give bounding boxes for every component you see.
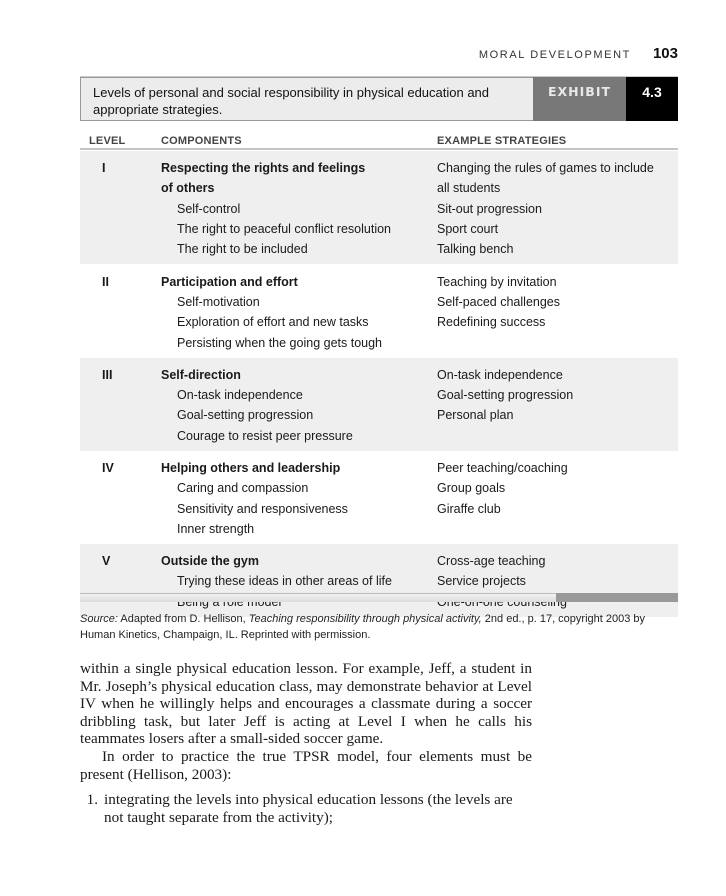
component: Self-control bbox=[177, 201, 241, 216]
level-block-2 bbox=[80, 264, 678, 357]
running-head bbox=[479, 45, 678, 62]
component: Self-motivation bbox=[177, 294, 260, 309]
level-block-4 bbox=[80, 451, 678, 544]
list-item bbox=[80, 791, 532, 826]
component: Exploration of effort and new tasks bbox=[177, 315, 369, 330]
strategy: Sport court bbox=[437, 222, 499, 237]
list-text: integrating the levels into physical education lessons (the levels are not taught separate from the activity); bbox=[104, 791, 513, 826]
level-block-3 bbox=[80, 358, 678, 451]
body-text bbox=[80, 660, 532, 826]
exhibit-number: 4.3 bbox=[626, 77, 678, 121]
table-row bbox=[80, 365, 678, 385]
strategy: Personal plan bbox=[437, 408, 514, 423]
level-title: Helping others and leadership bbox=[161, 461, 341, 475]
table-row bbox=[80, 405, 678, 425]
strategy: Self-paced challenges bbox=[437, 294, 560, 309]
table-row bbox=[80, 239, 678, 259]
table-row bbox=[80, 312, 678, 332]
level-numeral: I bbox=[102, 161, 106, 176]
table-row bbox=[80, 519, 678, 539]
running-head-title: MORAL DEVELOPMENT bbox=[478, 49, 631, 61]
table-row bbox=[80, 199, 678, 219]
page-number: 103 bbox=[652, 45, 678, 62]
table-row bbox=[80, 332, 678, 352]
header-level: LEVEL bbox=[89, 135, 126, 147]
component: On-task independence bbox=[177, 388, 303, 403]
component: Courage to resist peer pressure bbox=[177, 428, 353, 443]
bottom-rule-dark bbox=[556, 593, 678, 602]
table-row bbox=[80, 178, 678, 198]
table-row bbox=[80, 498, 678, 518]
table-row bbox=[80, 219, 678, 239]
header-components: COMPONENTS bbox=[161, 135, 242, 147]
strategy: Peer teaching/coaching bbox=[437, 461, 568, 475]
strategy: all students bbox=[437, 181, 501, 196]
source-label: Source: bbox=[80, 613, 118, 625]
strategy: Teaching by invitation bbox=[437, 274, 557, 289]
strategy: Sit-out progression bbox=[437, 201, 542, 216]
table-header bbox=[80, 133, 678, 150]
table-row bbox=[80, 458, 678, 478]
strategy: Talking bench bbox=[437, 242, 514, 257]
exhibit-label: EXHIBIT bbox=[533, 77, 626, 121]
table-row bbox=[80, 292, 678, 312]
component: Sensitivity and responsiveness bbox=[177, 501, 348, 516]
body-paragraph-2: In order to practice the true TPSR model, four elements must be present (Hellison, 2003): bbox=[80, 747, 532, 783]
source-note bbox=[80, 611, 678, 643]
level-numeral: III bbox=[102, 367, 113, 382]
strategy: Redefining success bbox=[437, 315, 546, 330]
level-title: Self-direction bbox=[161, 367, 241, 382]
level-block-5 bbox=[80, 544, 678, 617]
body-paragraph-1: within a single physical education lesson. For example, Jeff, a student in Mr. Joseph’s physical education class, may demonstrate behavior at Level IV when he willingly helps and encourages a classmate during a soccer dribbling task, but later Jeff is acting at Level I when he calls his teammates losers after a small-sided soccer game. bbox=[80, 660, 532, 748]
exhibit-header bbox=[80, 76, 678, 121]
strategy: Cross-age teaching bbox=[437, 554, 546, 569]
source-text-after: 2nd ed., p. 17, copyright 2003 by Human Kinetics, Champaign, IL. Reprinted with permission. bbox=[80, 613, 646, 641]
strategy: Goal-setting progression bbox=[437, 388, 574, 403]
level-numeral: IV bbox=[102, 461, 114, 475]
table-row bbox=[80, 158, 678, 178]
level-block-1 bbox=[80, 151, 678, 264]
component: Trying these ideas in other areas of life bbox=[177, 574, 392, 589]
level-numeral: V bbox=[102, 554, 111, 569]
strategy: Group goals bbox=[437, 481, 506, 496]
header-strategies: EXAMPLE STRATEGIES bbox=[437, 135, 567, 147]
table-row bbox=[80, 571, 678, 591]
bottom-rule-light bbox=[80, 593, 556, 602]
level-numeral: II bbox=[102, 274, 109, 289]
table-body bbox=[80, 151, 678, 617]
source-text-before: Adapted from D. Hellison, bbox=[117, 613, 249, 625]
component: The right to be included bbox=[177, 242, 308, 257]
table-row bbox=[80, 478, 678, 498]
table-row bbox=[80, 426, 678, 446]
strategy: Service projects bbox=[437, 574, 526, 589]
component: Persisting when the going gets tough bbox=[177, 335, 382, 350]
level-title: Participation and effort bbox=[161, 274, 298, 289]
strategy: Changing the rules of games to include bbox=[437, 161, 654, 176]
strategy: On-task independence bbox=[437, 367, 563, 382]
component: Caring and compassion bbox=[177, 481, 309, 496]
table-row bbox=[80, 551, 678, 571]
numbered-list bbox=[80, 791, 532, 826]
table-row bbox=[80, 271, 678, 291]
list-number: 1. bbox=[86, 791, 98, 809]
level-title: Outside the gym bbox=[161, 554, 259, 569]
exhibit-caption: Levels of personal and social responsibility in physical education and appropriate strategies. bbox=[80, 77, 533, 121]
level-title: Respecting the rights and feelings bbox=[161, 161, 366, 176]
strategy: Giraffe club bbox=[437, 501, 501, 516]
component: The right to peaceful conflict resolution bbox=[177, 222, 392, 237]
component: Inner strength bbox=[177, 521, 255, 536]
source-title: Teaching responsibility through physical activity, bbox=[248, 613, 482, 625]
component: Goal-setting progression bbox=[177, 408, 314, 423]
level-title: of others bbox=[161, 181, 215, 196]
table-row bbox=[80, 385, 678, 405]
exhibit-bottom-rule bbox=[80, 593, 678, 602]
